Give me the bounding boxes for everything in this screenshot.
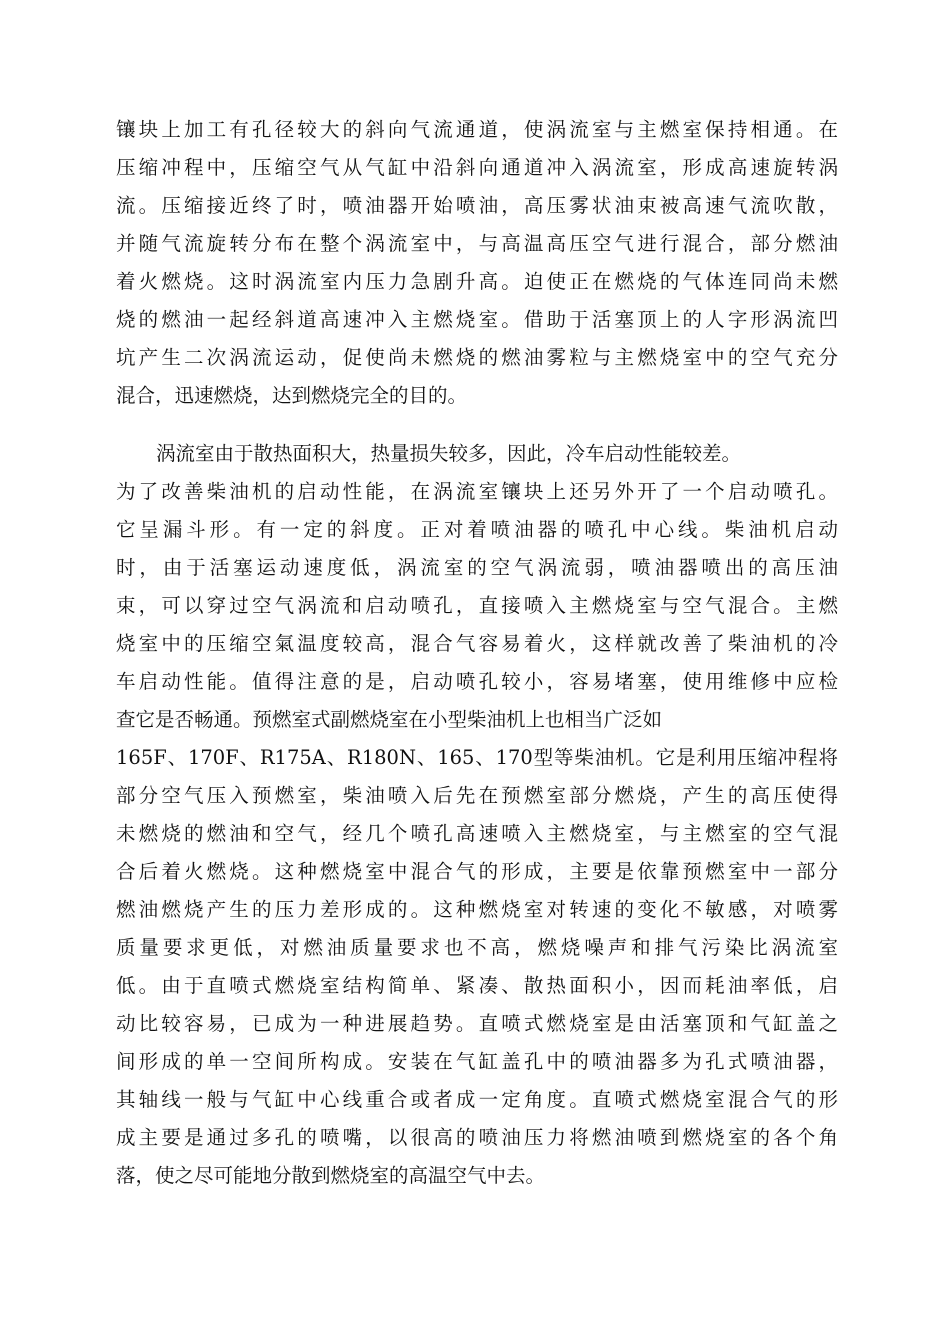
text-line: 燃油燃烧产生的压力差形成的。这种燃烧室对转速的变化不敏感，对喷雾 (116, 898, 838, 921)
text-line: 查它是否畅通。预燃室式副燃烧室在小型柴油机上也相当广泛如 (116, 708, 663, 731)
text-line: 时，由于活塞运动速度低，涡流室的空气涡流弱，喷油器喷出的高压油 (116, 556, 838, 579)
text-line: 并随气流旋转分布在整个涡流室中，与高温高压空气进行混合，部分燃油 (116, 232, 838, 255)
text-line: 165F、170F、R175A、R180N、165、170型等柴油机。它是利用压缩冲程将 (116, 746, 838, 769)
text-line: 低。由于直喷式燃烧室结构简单、紧凑、散热面积小，因而耗油率低，启 (116, 974, 838, 997)
text-line: 涡流室由于散热面积大，热量损失较多，因此，冷车启动性能较差。 (156, 442, 742, 465)
text-line: 车启动性能。值得注意的是，启动喷孔较小，容易堵塞，使用维修中应检 (116, 670, 838, 693)
paragraph-cold-start-and-chambers (116, 435, 838, 1195)
text-line: 镶块上加工有孔径较大的斜向气流通道，使涡流室与主燃室保持相通。在 (116, 118, 838, 141)
text-line: 它呈漏斗形。有一定的斜度。正对着喷油器的喷孔中心线。柴油机启动 (116, 518, 838, 541)
text-line: 烧室中的压缩空氣温度较高，混合气容易着火，这样就改善了柴油机的冷 (116, 632, 838, 655)
text-line: 质量要求更低，对燃油质量要求也不高，燃烧噪声和排气污染比涡流室 (116, 936, 838, 959)
text-line: 混合，迅速燃烧，达到燃烧完全的目的。 (116, 384, 468, 407)
text-line: 坑产生二次涡流运动，促使尚未燃烧的燃油雾粒与主燃烧室中的空气充分 (116, 346, 838, 369)
text-line: 部分空气压入预燃室，柴油喷入后先在预燃室部分燃烧，产生的高压使得 (116, 784, 838, 807)
text-line: 未燃烧的燃油和空气，经几个喷孔高速喷入主燃烧室，与主燃室的空气混 (116, 822, 838, 845)
text-line: 束，可以穿过空气涡流和启动喷孔，直接喷入主燃烧室与空气混合。主燃 (116, 594, 838, 617)
text-line: 压缩冲程中，压缩空气从气缸中沿斜向通道冲入涡流室，形成高速旋转涡 (116, 156, 838, 179)
text-line: 落，使之尽可能地分散到燃烧室的高温空气中去。 (116, 1164, 546, 1187)
text-line: 其轴线一般与气缸中心线重合或者成一定角度。直喷式燃烧室混合气的形 (116, 1088, 838, 1111)
text-line: 成主要是通过多孔的喷嘴，以很高的喷油压力将燃油喷到燃烧室的各个角 (116, 1126, 838, 1149)
text-line: 间形成的单一空间所构成。安装在气缸盖孔中的喷油器多为孔式喷油器， (116, 1050, 838, 1073)
text-line: 流。压缩接近终了时，喷油器开始喷油，高压雾状油束被高速气流吹散， (116, 194, 838, 217)
text-line: 为了改善柴油机的启动性能，在涡流室镶块上还另外开了一个启动喷孔。 (116, 480, 838, 503)
text-line: 着火燃烧。这时涡流室内压力急剧升高。迫使正在燃烧的气体连同尚未燃 (116, 270, 838, 293)
text-line: 合后着火燃烧。这种燃烧室中混合气的形成，主要是依靠预燃室中一部分 (116, 860, 838, 883)
text-line: 动比较容易，已成为一种进展趋势。直喷式燃烧室是由活塞顶和气缸盖之 (116, 1012, 838, 1035)
paragraph-vortex-chamber-operation (116, 111, 838, 415)
text-line: 烧的燃油一起经斜道高速冲入主燃烧室。借助于活塞顶上的人字形涡流凹 (116, 308, 838, 331)
